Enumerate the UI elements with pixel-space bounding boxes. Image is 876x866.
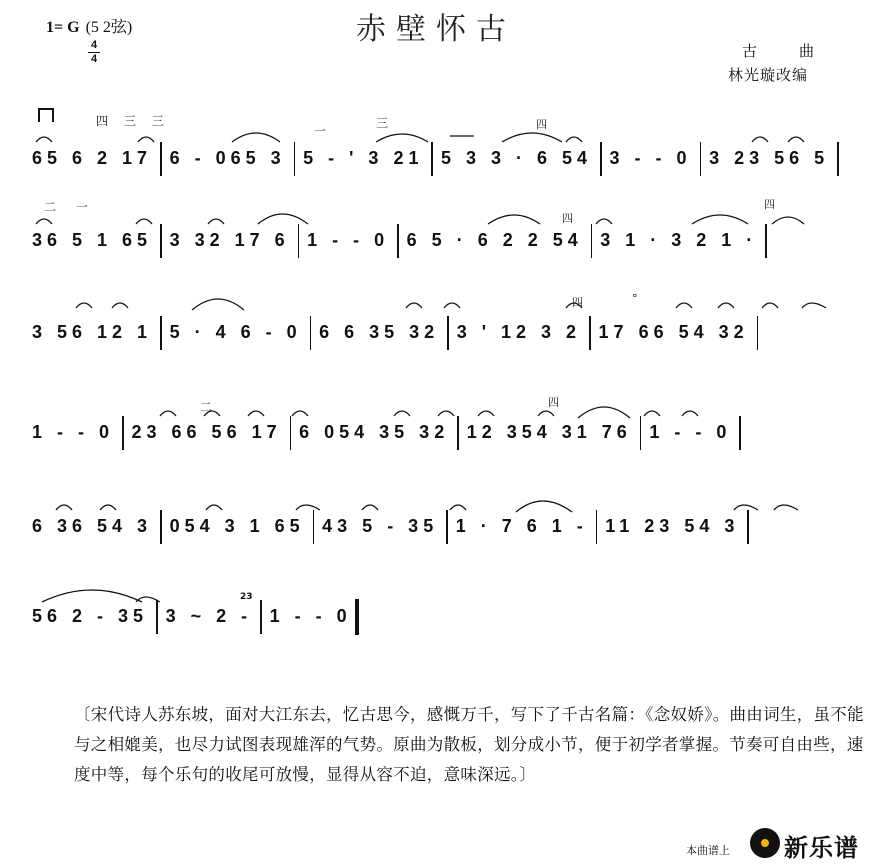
fingering-mark: 二 一 <box>44 200 96 214</box>
barline <box>160 510 162 544</box>
measure: 6 36 54 3 <box>32 516 153 536</box>
barline <box>156 600 158 634</box>
barline <box>294 142 296 176</box>
string-tuning: (5 2弦) <box>85 19 133 36</box>
arranger-credit: 林光璇改编 <box>728 66 809 84</box>
measure: 6 6 35 32 <box>319 322 440 342</box>
fingering-mark: 四 <box>536 118 547 131</box>
final-barline <box>355 599 359 635</box>
barline <box>260 600 262 634</box>
brand-logo: 新乐谱 <box>784 834 859 862</box>
measure: 17 66 54 32 <box>598 322 749 342</box>
barline <box>747 510 749 544</box>
measure: 1 · 7 6 1 - <box>455 516 588 536</box>
measure: 5 3 3 · 6 54 <box>440 148 593 168</box>
fingering-mark: 一 <box>314 124 327 138</box>
score-row-4 <box>32 412 857 452</box>
barline <box>431 142 433 176</box>
fingering-mark: 四 <box>764 198 775 211</box>
fingering-mark: 二 <box>200 400 213 414</box>
score-row-6 <box>32 596 857 636</box>
barline <box>700 142 702 176</box>
footer-label: 本曲谱上 <box>686 844 730 857</box>
measure: 5 - ' 3 21 <box>303 148 424 168</box>
barline <box>290 416 292 450</box>
record-logo-icon <box>750 828 780 858</box>
barline <box>765 224 767 258</box>
fingering-mark: 四 <box>562 212 573 225</box>
barline <box>160 142 162 176</box>
time-denominator: 4 <box>90 53 98 65</box>
measure: 3 1 · 3 2 1 · <box>600 230 758 250</box>
measure: 3 ~ 2 - <box>165 606 253 626</box>
measure: 36 5 1 65 <box>32 230 153 250</box>
measure: 1 - - 0 <box>649 422 732 442</box>
grace-note-mark: 23 <box>240 592 253 602</box>
barline <box>122 416 124 450</box>
fingering-mark: 四 <box>548 396 559 409</box>
barline <box>313 510 315 544</box>
measure: 054 3 1 65 <box>169 516 305 536</box>
score-row-3 <box>32 312 857 352</box>
barline <box>591 224 593 258</box>
measure: 3 ' 12 3 2 <box>456 322 582 342</box>
measure: 1 - - 0 <box>269 606 352 626</box>
barline <box>600 142 602 176</box>
barline <box>589 316 591 350</box>
barline <box>397 224 399 258</box>
repeat-bracket-icon <box>38 108 54 122</box>
score-row-2 <box>32 220 857 260</box>
barline <box>298 224 300 258</box>
description-text: 〔宋代诗人苏东坡，面对大江东去，忆古思今，感慨万千，写下了千古名篇：《念奴娇》。曲由词生，虽不能与之相媲美，也尽力试图表现雄浑的气势。原曲为散板，划分成小节，便于初学者掌握。节奏可自由些，速度中等，每个乐句的收尾可放慢，显得从容不迫，意味深远。〕 <box>74 705 864 784</box>
barline <box>310 316 312 350</box>
measure: 43 5 - 35 <box>322 516 439 536</box>
barline <box>640 416 642 450</box>
page-title: 赤壁怀古 <box>356 12 516 47</box>
score-row-5 <box>32 506 857 546</box>
origin-credit: 古曲 <box>742 42 857 60</box>
barline <box>447 316 449 350</box>
fingering-mark: 三 <box>376 116 389 130</box>
measure: 56 2 - 35 <box>32 606 149 626</box>
barline <box>837 142 839 176</box>
measure: 1 - - 0 <box>32 422 115 442</box>
barline <box>596 510 598 544</box>
measure: 65 6 2 17 <box>32 148 153 168</box>
barline <box>739 416 741 450</box>
measure: 3 32 17 6 <box>169 230 290 250</box>
measure: 6 5 · 6 2 2 54 <box>406 230 583 250</box>
measure: 12 354 31 76 <box>466 422 632 442</box>
barline <box>160 224 162 258</box>
measure: 6 - 065 3 <box>169 148 286 168</box>
barline <box>757 316 759 350</box>
barline <box>457 416 459 450</box>
time-signature <box>88 40 100 65</box>
barline <box>446 510 448 544</box>
barline <box>160 316 162 350</box>
time-numerator: 4 <box>90 39 98 51</box>
measure: 3 - - 0 <box>609 148 692 168</box>
fingering-mark: 四 三 三 <box>96 114 170 128</box>
measure: 5 · 4 6 - 0 <box>169 322 302 342</box>
measure: 3 23 56 5 <box>709 148 830 168</box>
measure: 3 56 12 1 <box>32 322 153 342</box>
measure: 6 054 35 32 <box>299 422 450 442</box>
measure: 23 66 56 17 <box>131 422 282 442</box>
measure: 11 23 54 3 <box>605 516 740 536</box>
fingering-mark: 四 <box>572 296 583 309</box>
key-signature <box>46 14 132 37</box>
key-text: 1= G <box>46 19 80 36</box>
score-row-1 <box>32 138 857 178</box>
slur-row-3 <box>32 292 857 312</box>
measure: 1 - - 0 <box>307 230 390 250</box>
fingering-mark: ° <box>632 292 638 305</box>
